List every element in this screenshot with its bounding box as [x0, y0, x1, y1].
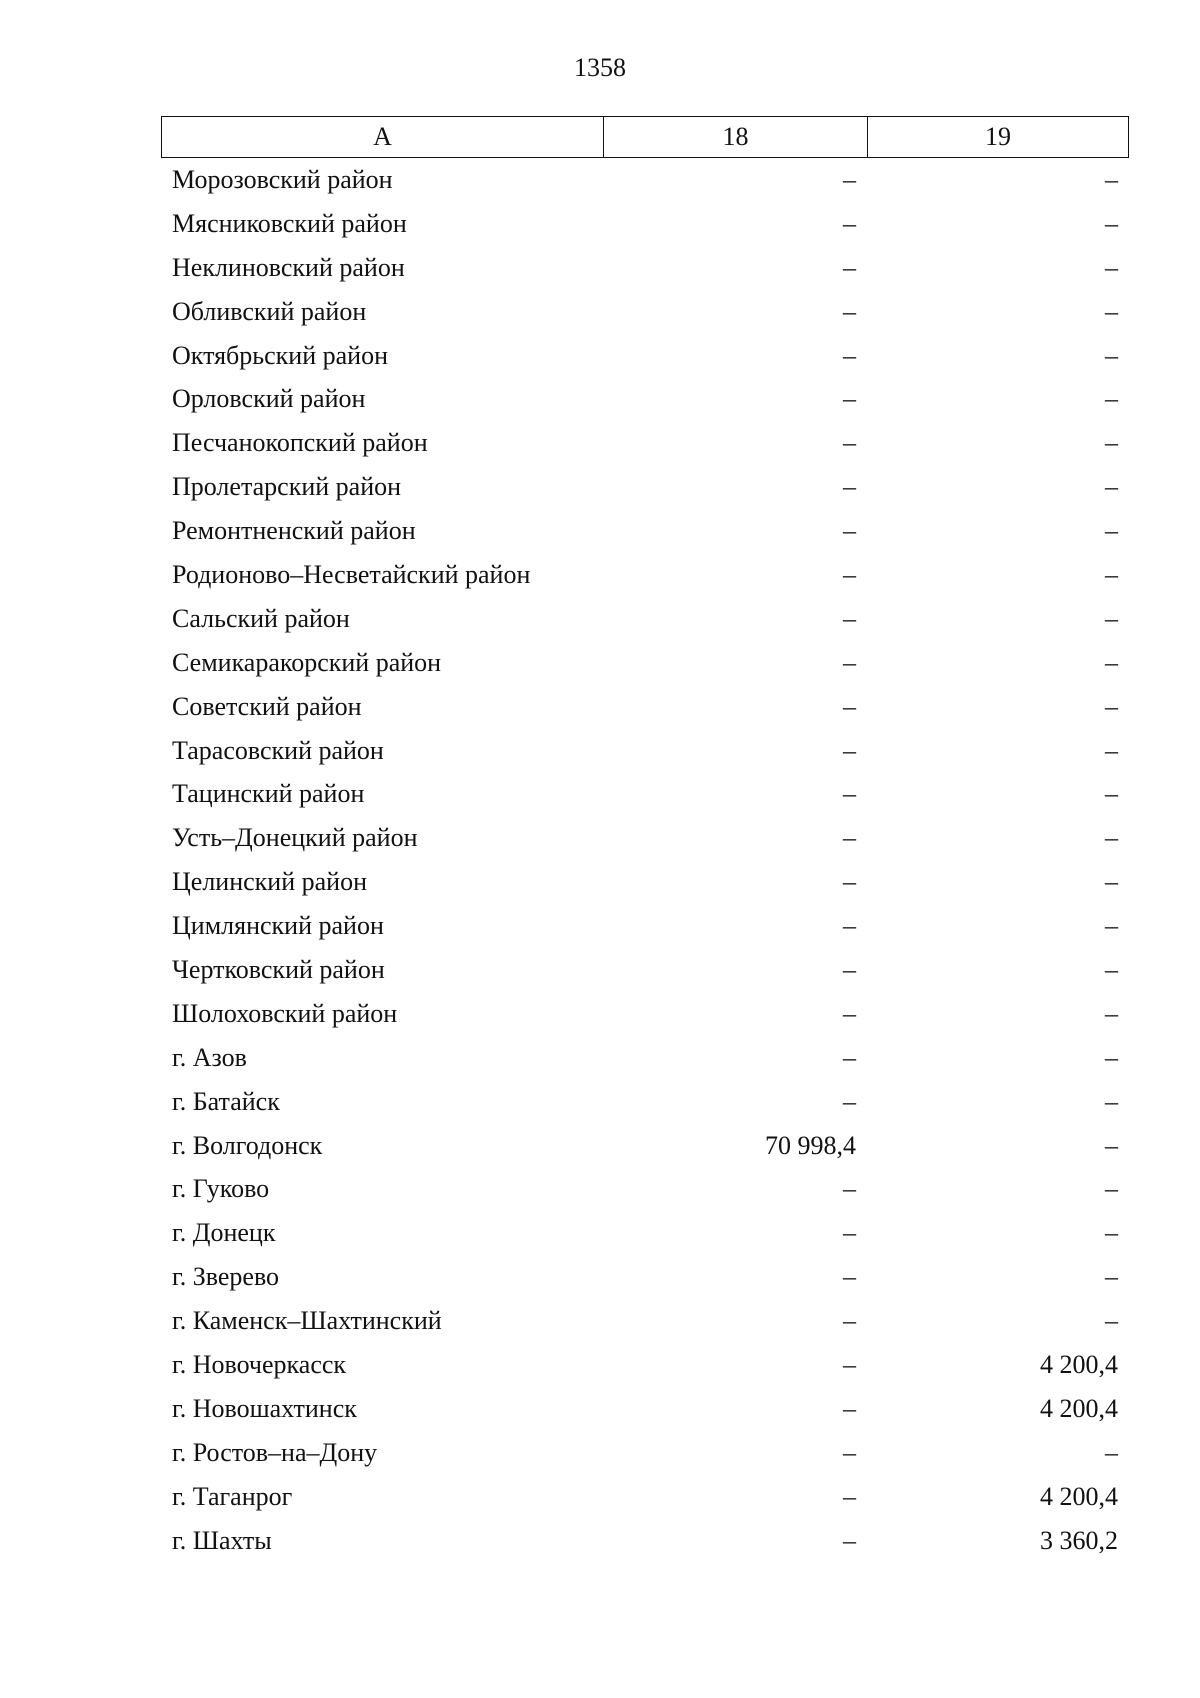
row-name-cell: Сальский район [172, 603, 350, 633]
row-value-19-cell: – [1105, 559, 1118, 589]
row-value-19-cell: – [1105, 1218, 1118, 1248]
row-value-19-cell: – [1105, 1130, 1118, 1160]
table-row [161, 246, 1129, 290]
row-value-19-cell: – [1105, 472, 1118, 502]
row-name-cell: г. Новошахтинск [172, 1393, 357, 1423]
row-name-cell: г. Каменск–Шахтинский [172, 1306, 442, 1336]
table-row [161, 1255, 1129, 1299]
row-name-cell: Мясниковский район [172, 208, 407, 238]
page-number: 1358 [574, 53, 626, 82]
table-row [161, 1431, 1129, 1475]
row-value-19-cell: – [1105, 998, 1118, 1028]
row-name-cell: Усть–Донецкий район [172, 823, 418, 853]
row-value-19-cell: 3 360,2 [1040, 1525, 1118, 1555]
row-value-19-cell: – [1105, 603, 1118, 633]
table-row [161, 1475, 1129, 1519]
row-value-19-cell: – [1105, 735, 1118, 765]
row-value-18-cell: – [843, 164, 856, 194]
row-name-cell: Ремонтненский район [172, 516, 416, 546]
row-value-19-cell: – [1105, 516, 1118, 546]
row-value-18-cell: – [843, 691, 856, 721]
row-name-cell: Целинский район [172, 867, 367, 897]
row-name-cell: Орловский район [172, 384, 366, 414]
table-row [161, 1211, 1129, 1255]
row-value-19-cell: – [1105, 296, 1118, 326]
row-value-18-cell: – [843, 647, 856, 677]
row-value-18-cell: – [843, 1349, 856, 1379]
table-row [161, 772, 1129, 816]
table-row [161, 948, 1129, 992]
table-row [161, 816, 1129, 860]
row-value-18-cell: – [843, 340, 856, 370]
row-value-18-cell: – [843, 1262, 856, 1292]
row-value-18-cell: – [843, 1437, 856, 1467]
table-row [161, 1124, 1129, 1168]
row-value-18-cell: – [843, 1481, 856, 1511]
row-name-cell: Тарасовский район [172, 735, 384, 765]
row-value-19-cell: – [1105, 208, 1118, 238]
row-value-19-cell: – [1105, 911, 1118, 941]
row-value-19-cell: – [1105, 164, 1118, 194]
row-value-19-cell: – [1105, 340, 1118, 370]
row-value-19-cell: – [1105, 1306, 1118, 1336]
header-cell-19: 19 [985, 122, 1011, 151]
table-row [161, 641, 1129, 685]
row-value-18-cell: – [843, 208, 856, 238]
row-value-19-cell: – [1105, 867, 1118, 897]
row-value-19-cell: – [1105, 1437, 1118, 1467]
table-row [161, 597, 1129, 641]
table-row [161, 992, 1129, 1036]
row-value-18-cell: – [843, 516, 856, 546]
row-value-18-cell: – [843, 1042, 856, 1072]
row-name-cell: г. Батайск [172, 1086, 280, 1116]
header-cell-a: А [162, 117, 604, 157]
row-name-cell: Пролетарский район [172, 472, 402, 502]
row-name-cell: г. Зверево [172, 1262, 280, 1292]
row-value-18-cell: – [843, 867, 856, 897]
table-row [161, 860, 1129, 904]
row-value-18-cell: – [843, 559, 856, 589]
row-value-19-cell: – [1105, 954, 1118, 984]
header-cell-18: 18 [604, 117, 868, 157]
row-value-18-cell: – [843, 1174, 856, 1204]
row-value-18-cell: – [843, 1525, 856, 1555]
row-name-cell: г. Волгодонск [172, 1130, 323, 1160]
row-value-19-cell: – [1105, 1174, 1118, 1204]
table-body [161, 158, 1129, 1563]
row-value-18-cell: – [843, 1393, 856, 1423]
row-value-19-cell: – [1105, 779, 1118, 809]
table-row [161, 729, 1129, 773]
table-row [161, 685, 1129, 729]
table-row [161, 1167, 1129, 1211]
row-value-19-cell: 4 200,4 [1040, 1393, 1118, 1423]
row-name-cell: Семикаракорский район [172, 647, 442, 677]
table-row [161, 465, 1129, 509]
row-value-18-cell: – [843, 823, 856, 853]
row-value-19-cell: – [1105, 647, 1118, 677]
row-value-18-cell: 70 998,4 [765, 1130, 856, 1160]
row-name-cell: Обливский район [172, 296, 367, 326]
row-value-19-cell: – [1105, 252, 1118, 282]
row-value-18-cell: – [843, 296, 856, 326]
table-row [161, 1299, 1129, 1343]
row-name-cell: Тацинский район [172, 779, 365, 809]
row-name-cell: г. Ростов–на–Дону [172, 1437, 378, 1467]
row-value-19-cell: – [1105, 1262, 1118, 1292]
table-row [161, 1080, 1129, 1124]
row-name-cell: Советский район [172, 691, 362, 721]
table-row [161, 334, 1129, 378]
row-name-cell: Чертковский район [172, 954, 385, 984]
row-name-cell: г. Таганрог [172, 1481, 293, 1511]
row-name-cell: Октябрьский район [172, 340, 388, 370]
table-row [161, 553, 1129, 597]
table-row [161, 1036, 1129, 1080]
table-row [161, 904, 1129, 948]
row-value-18-cell: – [843, 954, 856, 984]
row-value-19-cell: – [1105, 823, 1118, 853]
row-name-cell: Цимлянский район [172, 911, 384, 941]
row-value-19-cell: – [1105, 1042, 1118, 1072]
row-name-cell: г. Шахты [172, 1525, 272, 1555]
row-name-cell: Родионово–Несветайский район [172, 559, 531, 589]
row-name-cell: г. Новочеркасск [172, 1349, 347, 1379]
row-value-19-cell: – [1105, 691, 1118, 721]
row-value-19-cell: 4 200,4 [1040, 1349, 1118, 1379]
table-row [161, 158, 1129, 202]
row-value-18-cell: – [843, 603, 856, 633]
row-value-18-cell: – [843, 472, 856, 502]
row-value-18-cell: – [843, 252, 856, 282]
table-row [161, 509, 1129, 553]
table-row [161, 421, 1129, 465]
row-name-cell: г. Азов [172, 1042, 247, 1072]
row-value-19-cell: – [1105, 384, 1118, 414]
data-table [161, 116, 1129, 1563]
row-value-19-cell: – [1105, 428, 1118, 458]
table-row [161, 1387, 1129, 1431]
row-value-19-cell: – [1105, 1086, 1118, 1116]
row-name-cell: Шолоховский район [172, 998, 398, 1028]
row-value-18-cell: – [843, 1086, 856, 1116]
row-name-cell: Песчанокопский район [172, 428, 428, 458]
table-row [161, 202, 1129, 246]
row-value-18-cell: – [843, 1218, 856, 1248]
table-row [161, 377, 1129, 421]
row-value-18-cell: – [843, 384, 856, 414]
table-row [161, 290, 1129, 334]
row-value-18-cell: – [843, 735, 856, 765]
row-value-18-cell: – [843, 779, 856, 809]
row-name-cell: г. Гуково [172, 1174, 270, 1204]
row-name-cell: г. Донецк [172, 1218, 276, 1248]
row-value-18-cell: – [843, 998, 856, 1028]
row-value-18-cell: – [843, 428, 856, 458]
row-value-19-cell: 4 200,4 [1040, 1481, 1118, 1511]
row-value-18-cell: – [843, 911, 856, 941]
table-header-row [161, 116, 1129, 158]
table-row [161, 1519, 1129, 1563]
row-value-18-cell: – [843, 1306, 856, 1336]
table-row [161, 1343, 1129, 1387]
row-name-cell: Неклиновский район [172, 252, 405, 282]
row-name-cell: Морозовский район [172, 164, 393, 194]
